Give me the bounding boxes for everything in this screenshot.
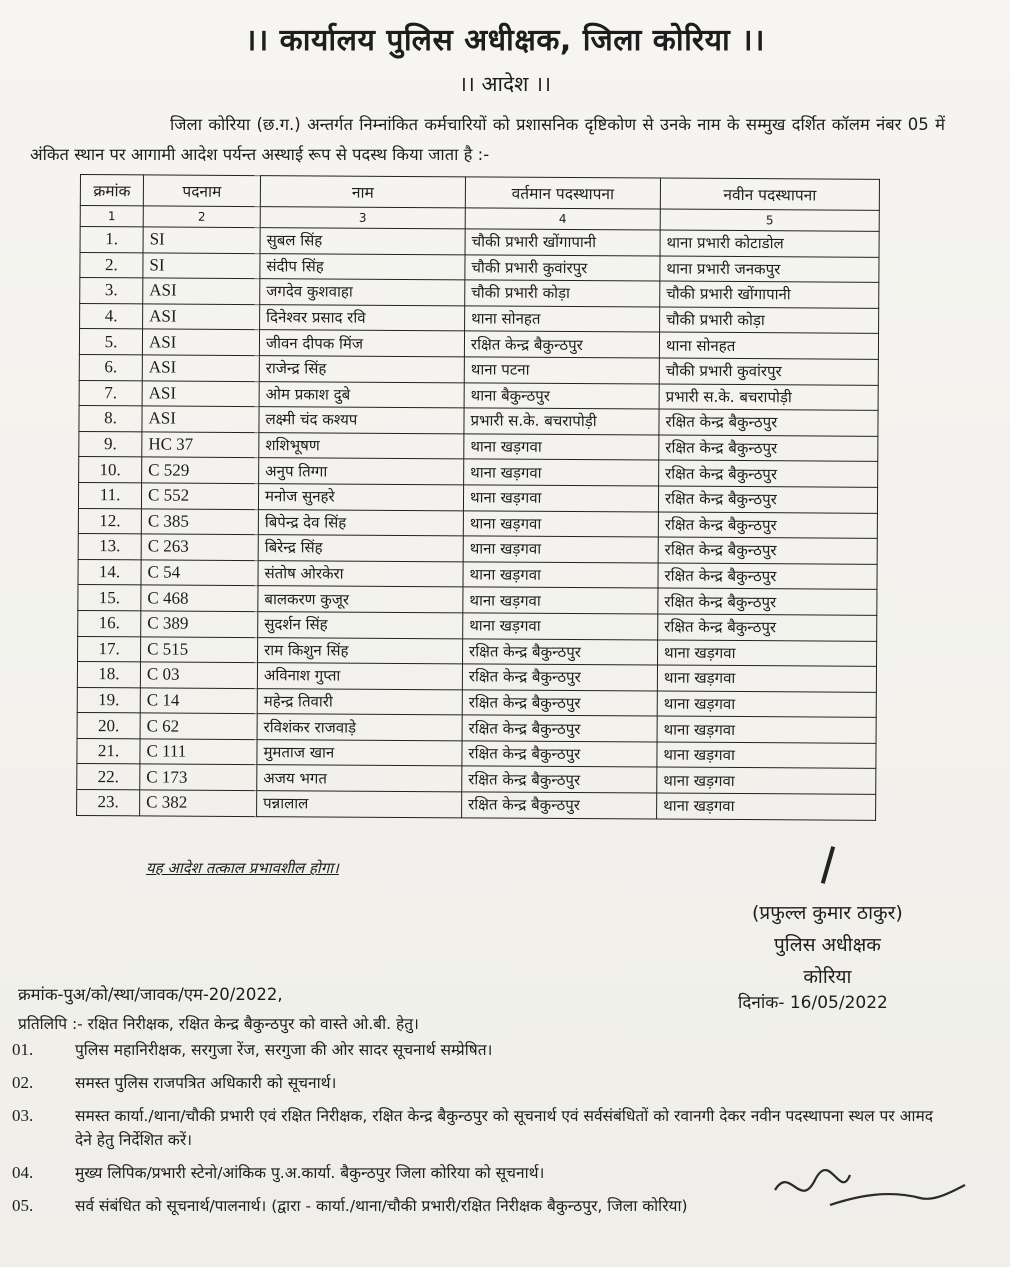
distribution-text: समस्त कार्या./थाना/चौकी प्रभारी एवं रक्षित निरीक्षक, रक्षित केन्द्र बैकुन्ठपुर को सूचनार्थ एवं सर्वसंबंधितों को रवानगी देकर नवीन पदस्थापना स्थल पर आमद देने हेतु निर्देशित करें।	[75, 1107, 933, 1149]
rank-cell: C 552	[141, 483, 258, 509]
rank-cell: C 54	[141, 560, 258, 586]
header-rank: पदनाम	[143, 175, 260, 207]
new-posting-cell: रक्षित केन्द्र बैकुन्ठपुर	[658, 486, 877, 513]
handwritten-signature-icon	[770, 1160, 970, 1220]
current-posting-cell: रक्षित केन्द्र बैकुन्ठपुर	[462, 690, 657, 717]
new-posting-cell: चौकी प्रभारी खोंगापानी	[660, 281, 879, 308]
new-posting-cell: थाना खड़गवा	[657, 665, 876, 692]
rank-cell: C 529	[142, 457, 259, 483]
column-number: 2	[143, 206, 260, 228]
signatory-name: (प्रफुल्ल कुमार ठाकुर)	[752, 902, 903, 924]
rank-cell: SI	[143, 227, 260, 253]
order-date: दिनांक- 16/05/2022	[738, 993, 888, 1013]
distribution-text: समस्त पुलिस राजपत्रित अधिकारी को सूचनार्थ।	[75, 1074, 337, 1092]
current-posting-cell: रक्षित केन्द्र बैकुन्ठपुर	[464, 331, 659, 358]
current-posting-cell: थाना पटना	[464, 357, 659, 384]
serial-cell: 22.	[77, 764, 140, 790]
name-cell: लक्ष्मी चंद कश्यप	[259, 407, 464, 434]
distribution-number: 03.	[12, 1106, 34, 1125]
serial-cell: 13.	[78, 534, 141, 560]
name-cell: ओम प्रकाश दुबे	[259, 381, 464, 408]
current-posting-cell: रक्षित केन्द्र बैकुन्ठपुर	[463, 638, 658, 665]
header-serial: क्रमांक	[80, 175, 143, 206]
rank-cell: ASI	[142, 406, 259, 432]
serial-cell: 17.	[78, 636, 141, 662]
name-cell: अजय भगत	[257, 765, 462, 792]
new-posting-cell: रक्षित केन्द्र बैकुन्ठपुर	[658, 588, 877, 615]
rank-cell: C 389	[141, 611, 258, 637]
new-posting-cell: रक्षित केन्द्र बैकुन्ठपुर	[659, 460, 878, 487]
name-cell: सुदर्शन सिंह	[258, 612, 463, 639]
serial-cell: 19.	[77, 687, 140, 713]
name-cell: दिनेश्वर प्रसाद रवि	[260, 304, 465, 331]
serial-cell: 23.	[77, 790, 140, 816]
serial-cell: 4.	[80, 303, 143, 329]
rank-cell: HC 37	[142, 432, 259, 458]
rank-cell: C 382	[140, 790, 257, 816]
name-cell: मुमताज खान	[257, 739, 462, 766]
new-posting-cell: थाना खड़गवा	[658, 640, 877, 667]
new-posting-cell: प्रभारी स.के. बचरापोड़ी	[659, 384, 878, 411]
distribution-number: 01.	[12, 1040, 34, 1059]
current-posting-cell: थाना खड़गवा	[463, 587, 658, 614]
serial-cell: 11.	[78, 482, 141, 508]
signatory-block	[752, 897, 903, 993]
current-posting-cell: थाना बैकुन्ठपुर	[464, 382, 659, 409]
serial-cell: 8.	[79, 406, 142, 432]
current-posting-cell: थाना खड़गवा	[463, 510, 658, 537]
name-cell: जीवन दीपक मिंज	[259, 330, 464, 357]
office-title: ।। कार्यालय पुलिस अधीक्षक, जिला कोरिया ।।	[244, 23, 766, 58]
current-posting-cell: चौकी प्रभारी कुवांरपुर	[465, 254, 660, 281]
new-posting-cell: थाना सोनहत	[659, 332, 878, 359]
new-posting-cell: रक्षित केन्द्र बैकुन्ठपुर	[658, 563, 877, 590]
name-cell: बिपेन्द्र देव सिंह	[258, 509, 463, 536]
name-cell: अनुप तिग्गा	[259, 458, 464, 485]
name-cell: मनोज सुनहरे	[258, 484, 463, 511]
current-posting-cell: थाना खड़गवा	[464, 434, 659, 461]
current-posting-cell: रक्षित केन्द्र बैकुन्ठपुर	[462, 766, 657, 793]
serial-cell: 12.	[78, 508, 141, 534]
distribution-text: पुलिस महानिरीक्षक, सरगुजा रेंज, सरगुजा की ओर सादर सूचनार्थ सम्प्रेषित।	[75, 1041, 493, 1059]
name-cell: राजेन्द्र सिंह	[259, 356, 464, 383]
name-cell: सुबल सिंह	[260, 228, 465, 255]
name-cell: संतोष ओरकेरा	[258, 560, 463, 587]
serial-cell: 18.	[77, 662, 140, 688]
current-posting-cell: प्रभारी स.के. बचरापोड़ी	[464, 408, 659, 435]
order-heading: ।। आदेश ।।	[458, 72, 552, 96]
column-number: 1	[80, 206, 143, 227]
serial-cell: 2.	[80, 252, 143, 278]
new-posting-cell: चौकी प्रभारी कुवांरपुर	[659, 358, 878, 385]
new-posting-cell: रक्षित केन्द्र बैकुन्ठपुर	[659, 435, 878, 462]
current-posting-cell: रक्षित केन्द्र बैकुन्ठपुर	[462, 792, 657, 819]
serial-cell: 9.	[79, 431, 142, 457]
serial-cell: 20.	[77, 713, 140, 739]
current-posting-cell: रक्षित केन्द्र बैकुन्ठपुर	[462, 715, 657, 742]
rank-cell: C 263	[141, 534, 258, 560]
current-posting-cell: रक्षित केन्द्र बैकुन्ठपुर	[462, 664, 657, 691]
serial-cell: 7.	[79, 380, 142, 406]
serial-cell: 15.	[78, 585, 141, 611]
rank-cell: ASI	[143, 278, 260, 304]
table-header-row	[80, 175, 879, 211]
new-posting-cell: थाना खड़गवा	[657, 742, 876, 769]
rank-cell: C 14	[140, 688, 257, 714]
rank-cell: SI	[143, 252, 260, 278]
intro-paragraph: जिला कोरिया (छ.ग.) अन्तर्गत निम्नांकित कर्मचारियों को प्रशासनिक दृष्टिकोण से उनके नाम के सम्मुख दर्शित कॉलम नंबर 05 में अंकित स्थान पर आगामी आदेश पर्यन्त अस्थाई रूप से पदस्थ किया जाता है :-	[30, 115, 945, 164]
name-cell: अविनाश गुप्ता	[257, 663, 462, 690]
rank-cell: C 111	[140, 739, 257, 765]
name-cell: संदीप सिंह	[260, 253, 465, 280]
current-posting-cell: थाना खड़गवा	[464, 459, 659, 486]
reference-number: क्रमांक-पुअ/को/स्था/जावक/एम-20/2022,	[18, 985, 283, 1004]
serial-cell: 5.	[79, 329, 142, 355]
rank-cell: C 62	[140, 713, 257, 739]
serial-cell: 14.	[78, 559, 141, 585]
column-number: 3	[260, 207, 465, 229]
current-posting-cell: थाना सोनहत	[465, 306, 660, 333]
column-number: 4	[465, 208, 660, 230]
serial-cell: 1.	[80, 227, 143, 253]
name-cell: पन्नालाल	[257, 791, 462, 818]
distribution-text: मुख्य लिपिक/प्रभारी स्टेनो/आंकिक पु.अ.कार्या. बैकुन्ठपुर जिला कोरिया को सूचनार्थ।	[75, 1164, 545, 1182]
serial-cell: 3.	[80, 278, 143, 304]
new-posting-cell: रक्षित केन्द्र बैकुन्ठपुर	[659, 409, 878, 436]
new-posting-cell: रक्षित केन्द्र बैकुन्ठपुर	[658, 512, 877, 539]
new-posting-cell: थाना प्रभारी कोटाडोल	[660, 230, 879, 257]
current-posting-cell: रक्षित केन्द्र बैकुन्ठपुर	[462, 741, 657, 768]
distribution-number: 02.	[12, 1073, 34, 1092]
name-cell: जगदेव कुशवाहा	[260, 279, 465, 306]
distribution-text: सर्व संबंधित को सूचनार्थ/पालनार्थ। (द्वारा - कार्या./थाना/चौकी प्रभारी/रक्षित निरीक्षक बैकुन्ठपुर, जिला कोरिया)	[75, 1197, 688, 1215]
serial-cell: 21.	[77, 738, 140, 764]
new-posting-cell: रक्षित केन्द्र बैकुन्ठपुर	[658, 614, 877, 641]
signatory-district: कोरिया	[803, 966, 852, 988]
serial-cell: 6.	[79, 354, 142, 380]
current-posting-cell: चौकी प्रभारी खोंगापानी	[465, 229, 660, 256]
rank-cell: ASI	[142, 329, 259, 355]
current-posting-cell: थाना खड़गवा	[463, 562, 658, 589]
signature-stroke	[821, 846, 835, 884]
distribution-number: 04.	[12, 1163, 34, 1182]
transfer-table	[76, 174, 880, 821]
header-new-posting: नवीन पदस्थापना	[660, 178, 879, 210]
new-posting-cell: थाना खड़गवा	[657, 768, 876, 795]
rank-cell: ASI	[142, 355, 259, 381]
header-current-posting: वर्तमान पदस्थापना	[465, 177, 660, 209]
rank-cell: C 515	[141, 636, 258, 662]
name-cell: महेन्द्र तिवारी	[257, 688, 462, 715]
copy-to-line: प्रतिलिपि :- रक्षित निरीक्षक, रक्षित केन्द्र बैकुन्ठपुर को वास्ते ओ.बी. हेतु।	[18, 1015, 419, 1033]
current-posting-cell: थाना खड़गवा	[463, 613, 658, 640]
name-cell: शशिभूषण	[259, 432, 464, 459]
rank-cell: C 468	[141, 585, 258, 611]
header-name: नाम	[260, 176, 465, 208]
current-posting-cell: थाना खड़गवा	[463, 485, 658, 512]
name-cell: राम किशुन सिंह	[258, 637, 463, 664]
distribution-number: 05.	[12, 1196, 34, 1215]
rank-cell: C 173	[140, 764, 257, 790]
column-number: 5	[660, 209, 879, 231]
rank-cell: C 03	[140, 662, 257, 688]
new-posting-cell: रक्षित केन्द्र बैकुन्ठपुर	[658, 537, 877, 564]
signatory-designation: पुलिस अधीक्षक	[773, 934, 881, 956]
distribution-item	[12, 1038, 952, 1062]
current-posting-cell: थाना खड़गवा	[463, 536, 658, 563]
serial-cell: 10.	[79, 457, 142, 483]
new-posting-cell: थाना खड़गवा	[657, 793, 876, 820]
table-row	[77, 790, 876, 820]
current-posting-cell: चौकी प्रभारी कोड़ा	[465, 280, 660, 307]
rank-cell: ASI	[143, 304, 260, 330]
new-posting-cell: चौकी प्रभारी कोड़ा	[660, 307, 879, 334]
rank-cell: C 385	[141, 508, 258, 534]
name-cell: बालकरण कुजूर	[258, 586, 463, 613]
distribution-item	[12, 1071, 952, 1095]
new-posting-cell: थाना प्रभारी जनकपुर	[660, 256, 879, 283]
new-posting-cell: थाना खड़गवा	[657, 691, 876, 718]
name-cell: बिरेन्द्र सिंह	[258, 535, 463, 562]
serial-cell: 16.	[78, 610, 141, 636]
effect-note: यह आदेश तत्काल प्रभावशील होगा।	[146, 859, 339, 877]
new-posting-cell: थाना खड़गवा	[657, 716, 876, 743]
distribution-item	[12, 1104, 952, 1152]
rank-cell: ASI	[142, 380, 259, 406]
name-cell: रविशंकर राजवाड़े	[257, 714, 462, 741]
